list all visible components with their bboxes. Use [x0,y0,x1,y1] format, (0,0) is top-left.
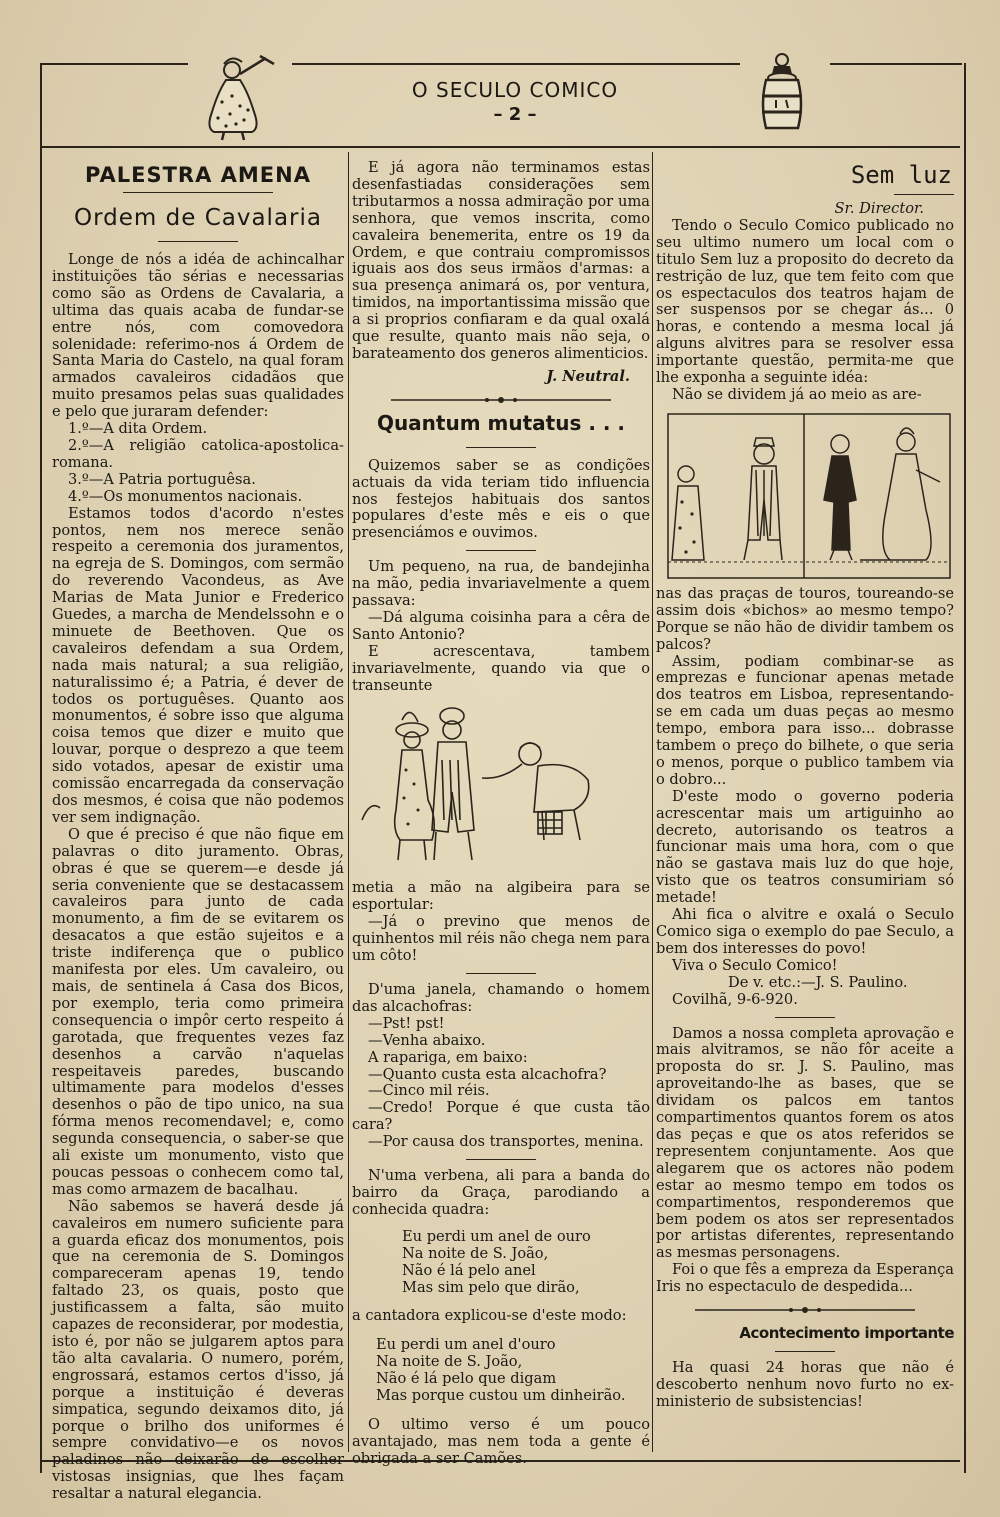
dialogue-line: —Venha abaixo. [368,1031,486,1049]
article-title-sem-luz: Sem luz [850,161,952,189]
paragraph: Assim, podiam combinar-se as emprezas e funcionar apenas metade dos teatros em Lisboa, representando-se em cada um duas peças ao mesmo tempo, embora para isso... dobrasse tambem o preço do bilhete, o que seria o menos, porque o publico tambem via o dobro... [656,652,954,788]
paragraph: a cantadora explicou-se d'este modo: [352,1307,627,1325]
dialogue-line: A rapariga, em baixo: [368,1048,528,1066]
paragraph: Estamos todos d'acordo n'estes pontos, nem nos merece senão respeito a ceremonia dos juramentos, na egreja de S. Domingos, com sermão do reverendo Vacondeus, as Ave Marias de Mata Junior e Frederico Guedes, a marcha de Mendelssohn e o minuete de Beethoven. Que os cavaleiros defendam a sua Ordem, nada mais natural; a sua religião, naturalissimo é; a Patria, é dever de todos os portuguêses. Quanto aos monumentos, é sobre isso que alguma coisa temos que dizer e muito que louvar, porque o desprezo a que teem sido votados, apesar de existir uma comissão encarregada da conservação dos mesmos, é coisa que não podemos ver sem indignação. [52,504,344,826]
section-title: PALESTRA AMENA [85,163,311,187]
paragraph: D'uma janela, chamando o homem das alcachofras: [352,981,650,1015]
paragraph: O ultimo verso é um pouco avantajado, mas nem toda a gente é obrigada a ser Camões. [352,1415,650,1467]
article-title-underline [158,241,238,242]
verse-line: Eu perdi um anel de ouro [402,1227,591,1245]
paragraph: nas das praças de touros, toureando-se assim dois «bichos» ao mesmo tempo? Porque se não hão de dividir tambem os palcos? [656,584,954,653]
signature: J. Neutral. [546,367,630,385]
paragraph: N'uma verbena, ali para a banda do bairro da Graça, parodiando a conhecida quadra: [352,1167,650,1218]
title-underline [775,1351,835,1352]
paragraph: E acrescentava, tambem invariavelmente, quando via que o transeunte [352,642,650,694]
paragraph: Tendo o Seculo Comico publicado no seu ultimo numero um local com o titulo Sem luz a proposito do decreto da restrição de luz, que tem feito com que os espectaculos dos teatros hajam de ser suspensos por se chegar ás... 0 horas, e contendo a mesma local já alguns alvitres para se resolver essa importante questão, permita-me que lhe exponha a seguinte idéa: [656,216,954,387]
paragraph: Quizemos saber se as condições actuais da vida teriam tido influencia nos festejos habituais dos santos populares d'este mês e eis o que presenciámos e ouvimos. [352,456,650,542]
masthead-rule [42,146,960,148]
paragraph: Ha quasi 24 horas que não é descoberto nenhum novo furto no ex-ministerio de subsistencias! [656,1358,954,1410]
verse-line: Não é lá pelo que digam [376,1370,557,1388]
paragraph: Ahi fica o alvitre e oxalá o Seculo Comico siga o exemplo do pae Seculo, a bem dos interesses do povo! [656,906,954,957]
divider [466,1159,536,1160]
dialogue-line: —Pst! pst! [368,1014,445,1032]
column-separator-1 [348,152,349,1452]
verse-line: Não é lá pelo anel [402,1261,536,1279]
signoff: De v. etc.:—J. S. Paulino. [728,973,908,991]
salutation: Sr. Director. [834,200,924,217]
list-item: 2.º—A religião catolica-apostolica-romana. [52,436,344,471]
paragraph: Longe de nós a idéa de achincalhar instituições tão sérias e necessarias como são as Ordens de Cavalaria, a ultima das quais acaba de fundar-se entre nós, com comovedora solenidade: referimo-nos á Ordem de Santa Maria do Castelo, na qual foram armados cavaleiros cidadãos que muito presamos pelas suas qualidades e pelo que juraram defender: [52,251,344,421]
column-separator-2 [652,152,653,1452]
cartoon-illustration-theatre [664,410,954,582]
paragraph: Viva o Seculo Comico! [672,956,838,974]
masthead-girl-logo [196,52,280,142]
paragraph: D'este modo o governo poderia acrescentar mais um artiguinho ao decreto, autorisando os teatros a funcionar mais uma hora, com o que não se gastava mais luz do que hoje, visto que os teatros consumiriam só metade! [656,787,954,907]
masthead-barrel-logo [752,50,812,134]
verse-line: Mas sim pelo que dirão, [402,1278,580,1296]
verse-line: Mas porque custou um dinheirão. [376,1387,626,1405]
place-date: Covilhã, 9-6-920. [672,990,798,1008]
list-item: 4.º—Os monumentos nacionais. [68,487,303,505]
column-3 [656,160,954,1411]
article-title-quantum: Quantum mutatus . . . [376,410,626,435]
paragraph: —Já o previno que menos de quinhentos mil réis não chega nem para um côto! [352,913,650,965]
paragraph: E já agora não terminamos estas desenfastiadas considerações sem tributarmos a nossa admiração por uma senhora, que vemos inscrita, como cavaleira benemerita, entre os 19 da Ordem, e que contraiu compromissos iguais aos dos seus irmãos d'armas: a sua presença animará os, por ventura, timidos, na importantissima missão que a si proprios confiaram e da qual oxalá que resulte, quanto mais não seja, o barateamento dos generos alimenticios. [352,159,650,362]
page-number: – 2 – [493,104,537,125]
divider [775,1017,835,1018]
cartoon-illustration-street [352,700,650,876]
paragraph: Foi o que fês a empreza da Esperança Iris no espectaculo de despedida... [656,1261,954,1296]
list-item: 1.º—A dita Ordem. [68,420,208,438]
list-item: 3.º—A Patria portuguêsa. [68,470,256,488]
article-title-ordem: Ordem de Cavalaria [74,205,322,231]
article-title-underline [466,447,536,448]
column-2 [352,160,650,1468]
divider [466,550,536,551]
verse-parody [352,1337,650,1405]
verse-line: Eu perdi um anel d'ouro [376,1336,556,1354]
paragraph: Não sabemos se haverá desde já cavaleiros em numero suficiente para a guarda eficaz dos monumentos, pois que na ceremonia de S. Domingos compareceram apenas 19, tendo faltado 23, os quais, posto que justificassem a falta, são muito capazes de reconsiderar, por modestia, isto é, por não se julgarem aptos para tão alta cavalaria. O numero, porém, engrossará, estamos certos d'isso, já porque a instituição é deveras simpatica, segundo deixamos dito, já porque o brilho dos uniformes é sempre convidativo—e os novos paladinos não deixarão de escolher vistosas insignias, que lhes façam resaltar a natural elegancia. [52,1197,344,1503]
paragraph: O que é preciso é que não fique em palavras o dito juramento. Obras, obras é que se querem—e desde já seria conveniente que se destacassem cavaleiros para junto de cada monumento, a fim de se evitarem os desacatos a que estão sujeitos e a triste indiferença que o publico manifesta por eles. Um cavaleiro, ou mais, de sentinela á Casa dos Bicos, por exemplo, teria como primeira consequencia o impôr certo respeito á garotada, que frequentes vezes faz desenhos a carvão n'aquelas respeitaveis paredes, buscando ultimamente para modelos d'esses desenhos o pão de tipo unico, na sua fórma menos recomendavel; e, como segunda consequencia, o saber-se que ali existe um monumento, visto que poucas pessoas o conhecem como tal, mas como armazem de bacalhau. [52,825,344,1198]
dialogue-line: —Cinco mil réis. [368,1082,490,1100]
verse-line: Na noite de S. João, [402,1244,549,1262]
column-1 [52,160,344,1503]
paragraph: —Dá alguma coisinha para a cêra de Santo Antonio? [352,608,650,643]
masthead-title: O SECULO COMICO [411,78,619,102]
paragraph: Damos a nossa completa aprovação e mais alvitramos, se não fôr aceite a proposta do sr. J. S. Paulino, mas aproveitando-lhe as bases, que se dividam os palcos em tantos compartimentos quantos forem os atos das peças e que os atos referidos se representem conjuntamente. Aos que alegarem que os actores não podem estar ao mesmo tempo em todos os compartimentos, responderemos que bem podem os atos ser representados por artistas diferentes, representando as mesmas personagens. [656,1024,954,1262]
article-title-acontecimento: Acontecimento importante [739,1323,954,1342]
verse-original [352,1229,650,1297]
ornament-divider [656,1302,954,1319]
verse-line: Na noite de S. João, [376,1353,523,1371]
dialogue-line: —Credo! Porque é que custa tão cara? [352,1099,650,1134]
dialogue-line: —Por causa dos transportes, menina. [368,1133,644,1151]
title-underline [894,194,954,195]
paragraph: Um pequeno, na rua, de bandejinha na mão, pedia invariavelmente a quem passava: [352,558,650,610]
paragraph: metia a mão na algibeira para se esportular: [352,879,650,914]
divider [466,973,536,974]
title-underline [123,192,273,193]
ornament-divider [352,392,650,409]
paragraph: Não se dividem já ao meio as are- [672,385,922,403]
dialogue-line: —Quanto custa esta alcachofra? [368,1065,607,1083]
